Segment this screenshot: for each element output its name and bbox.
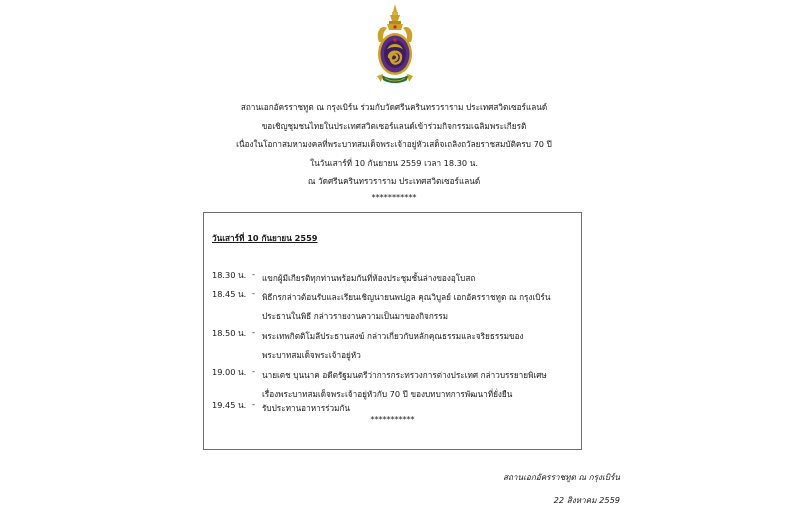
schedule-time: 19.45 น. [212,400,247,410]
schedule-description-line: แขกผู้มีเกียรติทุกท่านพร้อมกันที่ห้องประชุมชั้นล่างของอุโบสถ [262,273,476,283]
signature-date: 22 สิงหาคม 2559 [553,495,620,505]
schedule-description [262,327,524,365]
royal-emblem-icon [365,2,425,88]
schedule-description-line: พระเทพกิตติโมลีประธานสงฆ์ กล่าวเกี่ยวกับหลักคุณธรรมและจริยธรรมของ [262,331,524,341]
schedule-dash: - [252,399,255,409]
program-heading: วันเสาร์ที่ 10 กันยายน 2559 [212,233,318,243]
schedule-dash: - [252,288,255,298]
schedule-description-line: พระบาทสมเด็จพระเจ้าอยู่หัว [262,350,361,360]
schedule-time: 18.45 น. [212,289,247,299]
schedule-dash: - [252,269,255,279]
schedule-dash: - [252,366,255,376]
intro-line: ในวันเสาร์ที่ 10 กันยายน 2559 เวลา 18.30 น. [310,157,478,168]
schedule-description-line: ประธานในพิธี กล่าวรายงานความเป็นมาของกิจกรรม [262,311,449,321]
invitation-intro [160,98,628,203]
schedule-description [262,288,550,326]
schedule-time: 18.50 น. [212,328,247,338]
schedule-dash: - [252,327,255,337]
program-stars-divider: *********** [370,415,415,424]
schedule-description-line: นายเตช บุนนาค อดีตรัฐมนตรีว่าการกระทรวงการต่างประเทศ กล่าวบรรยายพิเศษ [262,370,547,380]
intro-line: สถานเอกอัครราชทูต ณ กรุงเบิร์น ร่วมกับวัดศรีนครินทรวราราม ประเทศสวิตเซอร์แลนด์ [240,102,548,112]
schedule-description [262,269,475,288]
schedule-time: 18.30 น. [212,270,247,280]
signature-org: สถานเอกอัครราชทูต ณ กรุงเบิร์น [502,472,620,482]
schedule-description-line: เรื่องพระบาทสมเด็จพระเจ้าอยู่หัวกับ 70 ปี ของบทบาทการพัฒนาที่ยั่งยืน [262,389,513,399]
schedule-time: 19.00 น. [212,367,247,377]
program-box [203,212,582,450]
schedule-description-line: พิธีกรกล่าวต้อนรับและเรียนเชิญนายนพปฎล คุณวิบูลย์ เอกอัครราชทูต ณ กรุงเบิร์น [262,292,551,302]
signature-block [420,466,620,512]
intro-stars-divider: *********** [371,191,417,202]
intro-line: เนื่องในโอกาสมหามงคลที่พระบาทสมเด็จพระเจ้าอยู่หัวเสด็จเถลิงถวัลยราชสมบัติครบ 70 ปี [236,139,552,150]
schedule-description-line: รับประทานอาหารร่วมกัน [262,403,351,413]
intro-line: ณ วัดศรีนครินทรวราราม ประเทศสวิตเซอร์แลนด์ [307,176,481,187]
intro-line: ขอเชิญชุมชนไทยในประเทศสวิตเซอร์แลนด์เข้าร่วมกิจกรรมเฉลิมพระเกียรติ [261,120,527,131]
